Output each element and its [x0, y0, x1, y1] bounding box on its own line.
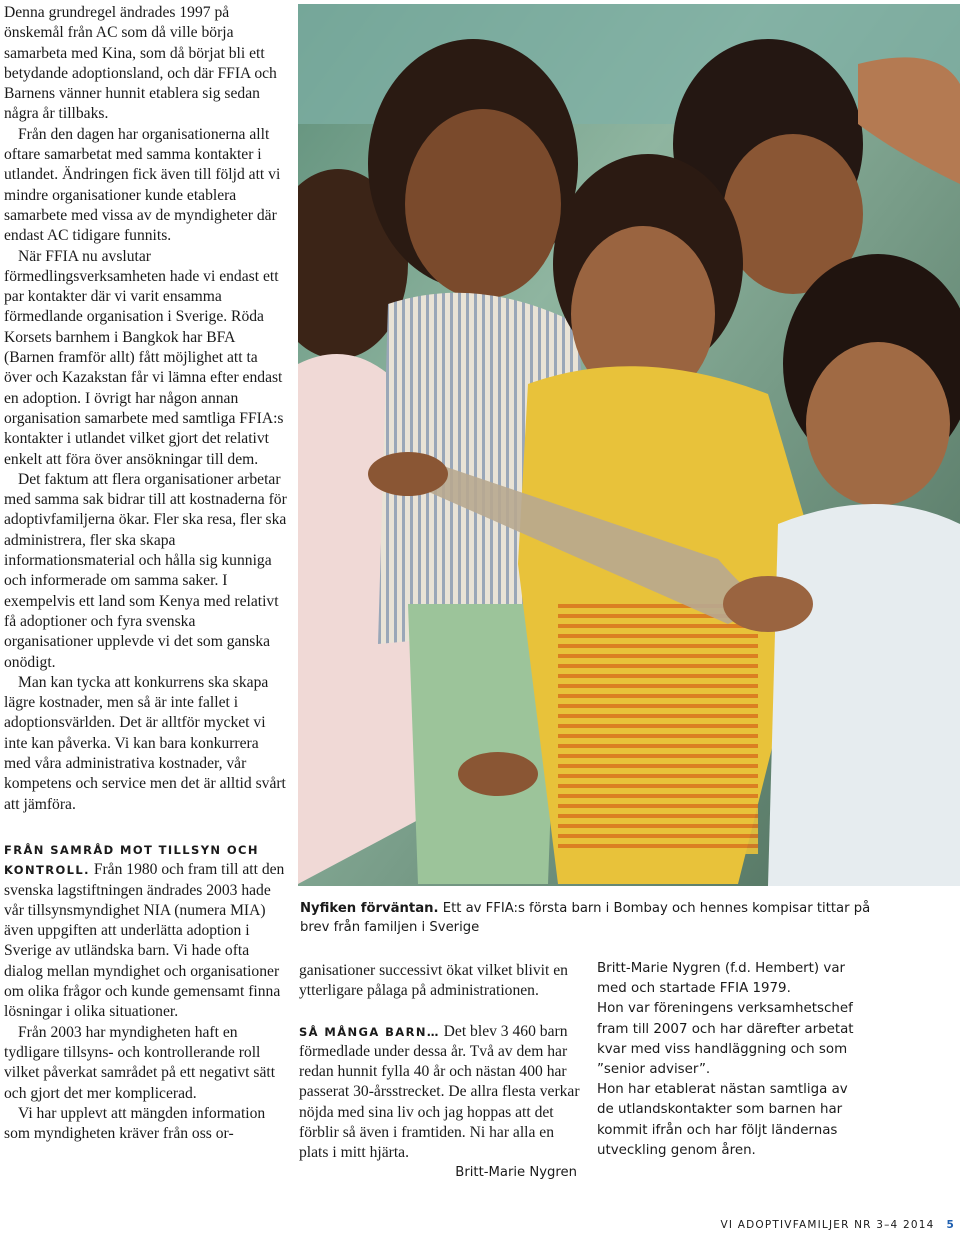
paragraph: Denna grundregel ändrades 1997 på önskemål från AC som då ville börja samarbeta med Kina, som då börjat bli ett betydande adoptionsland, och där FFIA och Barnens vänner hunnit etablera sig sedan några år tillbaks.	[4, 4, 277, 123]
author-signature: Britt-Marie Nygren	[455, 1164, 577, 1180]
caption-lead: Nyfiken förväntan.	[300, 901, 439, 916]
page-footer	[630, 1219, 955, 1231]
article-section-tillsyn	[4, 840, 288, 1144]
paragraph: Från den dagen har organisationerna allt oftare samarbetat med samma kontakter i utlandet. Ändringen fick även till följd att vi mindre organisationer kunde etablera samarbete med vissa av de myndigheter där endast AC tidigare funnits.	[4, 125, 281, 245]
paragraph: Man kan tycka att konkurrens ska skapa lägre kostnader, men så är inte fallet i adoptionsvärlden. Det är alltför mycket vi inte kan påverka. Vi kan bara konkurrera med våra administrativa kostnader, vår kompetens och service men det är alltid svårt att jämföra.	[4, 673, 286, 813]
section-paragraph: FRÅN SAMRÅD MOT TILLSYN OCH KONTROLL. Från 1980 och fram till att den svenska lagstiftningen ändrades 2003 hade vår tillsynsmyndighet NIA (numera MIA) även uppgiften att underlätta adoption i Sverige av utländska barn. Vi hade ofta dialog mellan myndighet och organisationer om olika frågor och kunde gemensamt finna lösningar i olika situationer.	[4, 843, 285, 1021]
closing-paragraph: SÅ MÅNGA BARN… Det blev 3 460 barn förmedlade under dessa år. Två av dem har redan hunnit fylla 40 år och nästan 400 har passerat 30-årsstrecket. De allra flesta verkar nöjda med sina liv och jag hoppas att det förblir så även i framtiden. Ni har alla en plats i mitt hjärta.	[299, 1022, 580, 1162]
paragraph: Från 2003 har myndigheten haft en tydligare tillsyns- och kontrollerande roll vilket påverkat samrådet på ett negativt sätt och gjort det mer komplicerad.	[4, 1023, 276, 1102]
caption-text: Ett av FFIA:s första barn i Bombay och hennes kompisar tittar på brev från familjen i Sverige	[300, 901, 871, 935]
section-heading: FRÅN SAMRÅD MOT TILLSYN OCH KONTROLL.	[4, 843, 259, 878]
magazine-title: VI ADOPTIVFAMILJER NR 3–4 2014	[720, 1219, 935, 1231]
article-column-1	[4, 3, 288, 815]
bio-paragraph: Britt-Marie Nygren (f.d. Hembert) var med och startade FFIA 1979.	[597, 961, 846, 997]
section-heading: SÅ MÅNGA BARN…	[299, 1024, 440, 1039]
paragraph: När FFIA nu avslutar förmedlingsverksamheten hade vi endast ett par kontakter där vi varit ensamma förmedlande organisation i Sverige. Röda Korsets barnhem i Bangkok har BFA (Barnen framför allt) fått möjlighet att ta över och Kazakstan får vi lämna efter endast en adoption. I övrigt har någon annan organisation samarbete med samtliga FFIA:s kontakter i utlandet vilket gjort det relativt enkelt att föra över ansökningar till dem.	[4, 247, 284, 468]
page-number: 5	[946, 1219, 955, 1231]
bio-paragraph: Hon var föreningens verksamhetschef fram till 2007 och har därefter arbetat kvar med viss handläggning och som ”senior adviser”.	[597, 1001, 854, 1078]
photo-caption	[300, 899, 900, 937]
paragraph: Det faktum att flera organisationer arbetar med samma sak bidrar till att kostnaderna för adoptivfamiljerna ökar. Fler ska resa, fler ska administrera, fler ska skapa informationsmaterial och hålla sig kunniga och informerade om samma saker. I exempelvis ett land som Kenya med relativt få adoptioner och fyra svenska organisationer upplevde vi det som ganska onödigt.	[4, 470, 287, 671]
bio-paragraph: Hon har etablerat nästan samtliga av de utlandskontakter som barnen har kommit ifrån och har följt ländernas utveckling genom åren.	[597, 1082, 848, 1158]
photo-illustration	[298, 4, 960, 886]
paragraph: ganisationer successivt ökat vilket blivit en ytterligare pålaga på administrationen.	[299, 962, 568, 1000]
photo-children	[298, 4, 960, 886]
paragraph: Vi har upplevt att mängden information som myndigheten kräver från oss or-	[4, 1104, 266, 1143]
author-bio	[597, 959, 867, 1161]
article-column-2	[299, 961, 585, 1183]
